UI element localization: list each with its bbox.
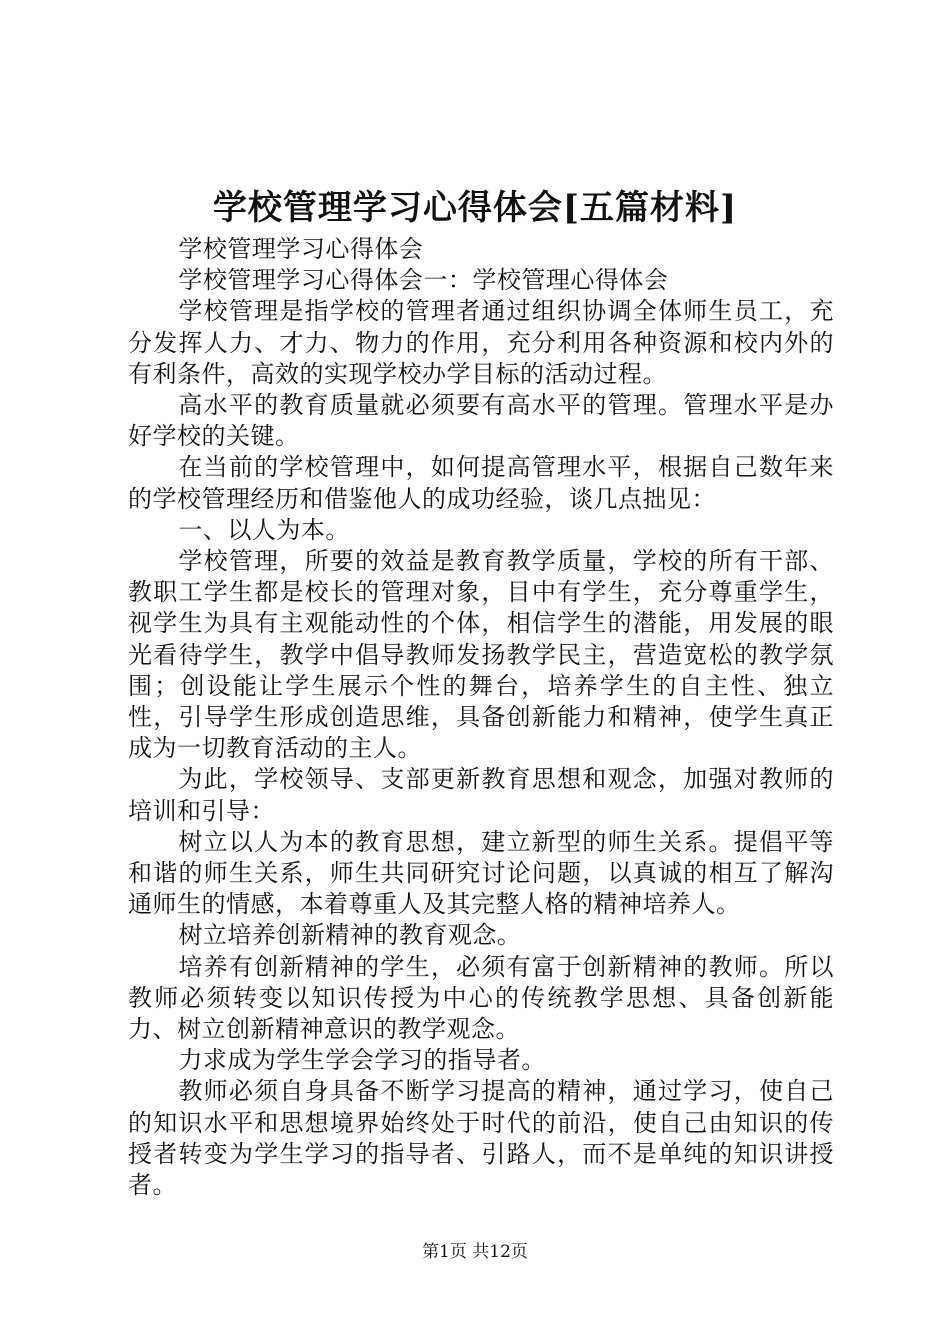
paragraph: 一、以人为本。 [178,515,350,544]
document-body [128,234,834,1201]
paragraph: 教师必须自身具备不断学习提高的精神，通过学习，使自己的知识水平和思想境界始终处于时代的前沿，使自己由知识的传授者转变为学生学习的指导者、引路人，而不是单纯的知识讲授者。 [128,1077,834,1200]
paragraph: 高水平的教育质量就必须要有高水平的管理。管理水平是办好学校的关键。 [128,391,834,451]
document-title: 学校管理学习心得体会[五篇材料] [212,188,738,228]
paragraph: 力求成为学生学会学习的指导者。 [178,1046,546,1075]
paragraph: 树立以人为本的教育思想，建立新型的师生关系。提倡平等和谐的师生关系，师生共同研究讨论问题，以真诚的相互了解沟通师生的情感，本着尊重人及其完整人格的精神培养人。 [128,827,834,919]
paragraph: 学校管理学习心得体会 [178,235,424,263]
paragraph: 为此，学校领导、支部更新教育思想和观念，加强对教师的培训和引导： [128,765,834,825]
paragraph: 学校管理，所要的效益是教育教学质量，学校的所有干部、教职工学生都是校长的管理对象，目中有学生，充分尊重学生，视学生为具有主观能动性的个体，相信学生的潜能，用发展的眼光看待学生，教学中倡导教师发扬教学民主，营造宽松的教学氛围；创设能让学生展示个性的舞台，培养学生的自主性、独立性，引导学生形成创造思维，具备创新能力和精神，使学生真正成为一切教育活动的主人。 [128,547,834,763]
paragraph: 培养有创新精神的学生，必须有富于创新精神的教师。所以教师必须转变以知识传授为中心的传统教学思想、具备创新能力、树立创新精神意识的教学观念。 [128,952,834,1044]
paragraph: 学校管理学习心得体会一：学校管理心得体会 [178,266,669,295]
page-number: 第1页 共12页 [422,1242,528,1262]
paragraph: 在当前的学校管理中，如何提高管理水平，根据自己数年来的学校管理经历和借鉴他人的成功经验，谈几点拙见： [128,453,834,513]
paragraph: 学校管理是指学校的管理者通过组织协调全体师生员工，充分发挥人力、才力、物力的作用，充分利用各种资源和校内外的有利条件，高效的实现学校办学目标的活动过程。 [128,297,834,388]
paragraph: 树立培养创新精神的教育观念。 [178,921,522,950]
